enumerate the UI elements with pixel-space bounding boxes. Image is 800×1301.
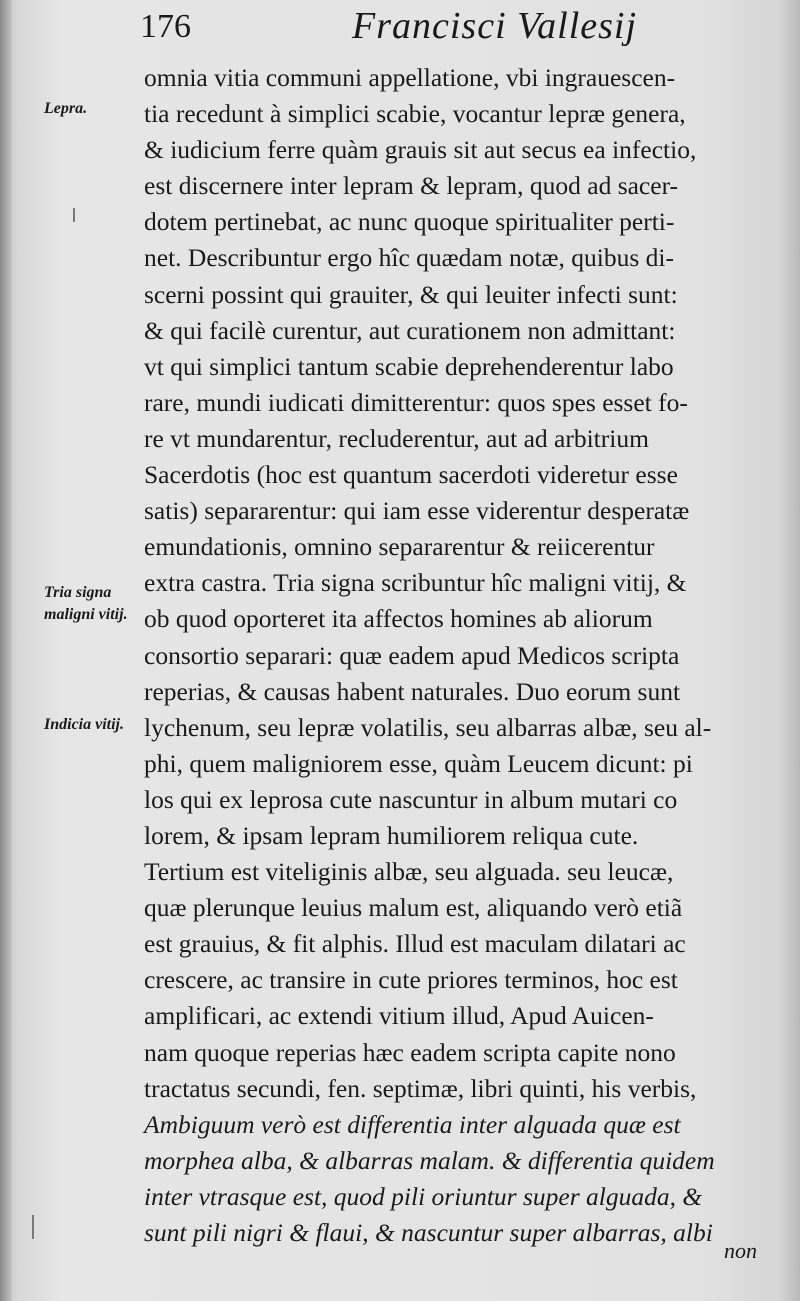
text-line: & qui facilè curentur, aut curationem non admittant: <box>144 315 676 345</box>
quote-line: sunt pili nigri & flaui, & nascuntur super albarras, albi <box>144 1218 713 1247</box>
text-line: Tertium est viteliginis albæ, seu alguada. seu leucæ, <box>144 857 674 887</box>
margin-mark <box>73 208 75 222</box>
page-gutter <box>0 0 12 1301</box>
quote-line: morphea alba, & albarras malam. & differentia quidem <box>144 1145 715 1175</box>
text-line: emundationis, omnino separarentur & reiicerentur <box>144 532 655 562</box>
quote-line: inter vtrasque est, quod pili oriuntur super alguada, & <box>144 1181 703 1211</box>
page-number: 176 <box>140 8 191 45</box>
text-line: scerni possint qui grauiter, & qui leuiter infecti sunt: <box>144 279 678 309</box>
text-line: lorem, & ipsam lepram humiliorem reliqua cute. <box>144 820 639 850</box>
text-line: rare, mundi iudicati dimitterentur: quos spes esset fo- <box>144 387 688 417</box>
margin-note-tria-signa: Tria signa maligni vitij. <box>44 584 128 623</box>
text-line: satis) separarentur: qui iam esse viderentur desperatæ <box>144 496 690 526</box>
text-line: est discernere inter lepram & lepram, quod ad sacer- <box>144 171 679 201</box>
text-line: tractatus secundi, fen. septimæ, libri quinti, his verbis, <box>144 1073 697 1103</box>
body-text <box>144 60 770 1251</box>
text-line: dotem pertinebat, ac nunc quoque spiritualiter perti- <box>144 207 675 237</box>
running-head: Francisci Vallesij <box>352 5 638 47</box>
text-line: est grauius, & fit alphis. Illud est maculam dilatari ac <box>144 929 686 959</box>
text-line: vt qui simplici tantum scabie deprehenderentur labo <box>144 351 674 381</box>
text-line: & iudicium ferre quàm grauis sit aut secus ea infectio, <box>144 135 697 165</box>
margin-mark <box>32 1215 34 1239</box>
text-line: ob quod oporteret ita affectos homines ab aliorum <box>144 604 653 634</box>
text-line: tia recedunt à simplici scabie, vocantur lepræ genera, <box>144 99 686 129</box>
text-line: Sacerdotis (hoc est quantum sacerdoti videretur esse <box>144 460 678 490</box>
text-line: los qui ex leprosa cute nascuntur in album mutari co <box>144 784 678 814</box>
text-line: phi, quem maligniorem esse, quàm Leucem dicunt: pi <box>144 748 693 778</box>
text-line: crescere, ac transire in cute priores terminos, hoc est <box>144 965 678 995</box>
text-line: amplificari, ac extendi vitium illud, Apud Auicen- <box>144 1001 654 1031</box>
text-line: consortio separari: quæ eadem apud Medicos scripta <box>144 640 680 670</box>
catchword: non <box>724 1238 757 1263</box>
text-line: nam quoque reperias hæc eadem scripta capite nono <box>144 1037 676 1067</box>
quote-line: Ambiguum verò est differentia inter alguada quæ est <box>144 1109 681 1139</box>
margin-note-lepra: Lepra. <box>44 100 88 117</box>
text-line: quæ plerunque leuius malum est, aliquando verò etiã <box>144 893 683 923</box>
text-line: lychenum, seu lepræ volatilis, seu albarras albæ, seu al- <box>144 712 712 742</box>
margin-note-indicia: Indicia vitij. <box>44 716 124 733</box>
text-line: extra castra. Tria signa scribuntur hîc maligni vitij, & <box>144 568 687 598</box>
text-line: omnia vitia communi appellatione, vbi ingrauescen- <box>144 63 676 92</box>
text-line: net. Describuntur ergo hîc quædam notæ, quibus di- <box>144 243 674 273</box>
text-line: re vt mundarentur, recluderentur, aut ad arbitrium <box>144 423 649 453</box>
text-line: reperias, & causas habent naturales. Duo eorum sunt <box>144 676 681 706</box>
page-header <box>140 2 760 52</box>
